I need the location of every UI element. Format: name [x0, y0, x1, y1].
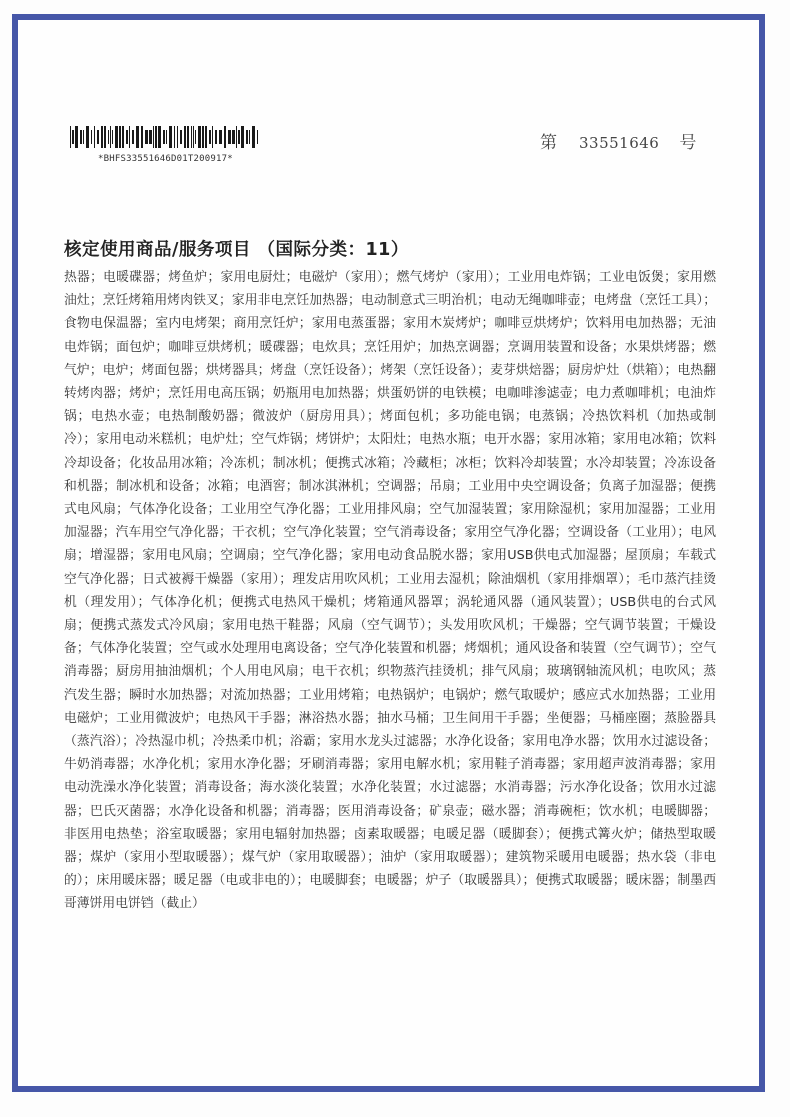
registration-number: 33551646 [579, 134, 660, 152]
barcode-bar [158, 126, 161, 148]
barcode-bar [202, 126, 204, 148]
barcode-bar [129, 126, 130, 148]
barcode-bar [177, 126, 178, 148]
goods-list-text: 热器；电暖碟器；烤鱼炉；家用电厨灶；电磁炉（家用）；燃气烤炉（家用）；工业用电炸锅；工业电饭煲；家用燃油灶；烹饪烤箱用烤肉铁叉；家用非电烹饪加热器；电动制意式三明治机；电动无绳咖啡壶；电烤盘（烹饪工具）；食物电保温器；室内电烤架；商用烹饪炉；家用电蒸蛋器；家用木炭烤炉；咖啡豆烘烤炉；饮料用电加热器；无油电炸锅；面包炉；咖啡豆烘烤机；暖碟器；电炊具；烹饪用炉；加热烹调器；烹调用装置和设备；水果烘烤器；燃气炉；电炉；烤面包器；烘烤器具；烤盘（烹饪设备）；烤架（烹饪设备）；麦芽烘焙器；厨房炉灶（烘箱）；电热翻转烤肉器；烤炉；烹饪用电高压锅；奶瓶用电加热器；烘蛋奶饼的电铁模；电咖啡渗滤壶；电力煮咖啡机；电油炸锅；电热水壶；电热制酸奶器；微波炉（厨房用具）；烤面包机；多功能电锅；电蒸锅；冷热饮料机（加热或制冷）；家用电动米糕机；电炉灶；空气炸锅；烤饼炉；太阳灶；电热水瓶；电开水器；家用冰箱；家用电冰箱；饮料冷却设备；化妆品用冰箱；冷冻机；制冰机；便携式冰箱；冷藏柜；冰柜；饮料冷却装置；水冷却装置；冷冻设备和机器；制冰机和设备；冰箱；电酒窖；制冰淇淋机；空调器；吊扇；工业用中央空调设备；负离子加湿器；便携式电风扇；气体净化设备；工业用空气净化器；工业用排风扇；空气加湿装置；家用除湿机；家用加湿器；工业用加湿器；汽车用空气净化器；干衣机；空气净化装置；空气消毒设备；家用空气净化器；空调设备（工业用）；电风扇；增湿器；家用电风扇；空调扇；空气净化器；家用电动食品脱水器；家用USB供电式加湿器；屋顶扇；车载式空气净化器；日式被褥干燥器（家用）；理发店用吹风机；工业用去湿机；除油烟机（家用排烟罩）；毛巾蒸汽挂烫机（理发用）；气体净化机；便携式电热风干燥机；烤箱通风器罩；涡轮通风器（通风装置）；USB供电的台式风扇；便携式蒸发式冷风扇；家用电热干鞋器；风扇（空气调节）；头发用吹风机；干燥器；空气调节装置；干燥设备；气体净化装置；空气或水处理用电离设备；空气净化装置和机器；烤烟机；通风设备和装置（空气调节）；空气消毒器；厨房用抽油烟机；个人用电风扇；电干衣机；织物蒸汽挂烫机；排气风扇；玻璃钢轴流风机；电吹风；蒸汽发生器；瞬时水加热器；对流加热器；工业用烤箱；电热锅炉；电锅炉；燃气取暖炉；感应式水加热器；工业用电磁炉；工业用微波炉；电热风干手器；淋浴热水器；抽水马桶；卫生间用干手器；坐便器；马桶座圈；蒸脸器具（蒸汽浴）；冷热湿巾机；冷热柔巾机；浴霸；家用水龙头过滤器；水净化设备；家用电净水器；饮用水过滤设备；牛奶消毒器；水净化机；家用水净化器；牙刷消毒器；家用电解水机；家用鞋子消毒器；家用超声波消毒器；家用电动洗澡水净化装置；消毒设备；海水淡化装置；水净化装置；水过滤器；水消毒器；污水净化设备；饮用水过滤器；巴氏灭菌器；水净化设备和机器；消毒器；医用消毒设备；矿泉壶；磁水器；消毒碗柜；饮水机；电暖脚器；非医用电热垫；浴室取暖器；家用电辐射加热器；卤素取暖器；电暖足器（暖脚套）；便携式篝火炉；储热型取暖器；煤炉（家用小型取暖器）；煤气炉（家用取暖器）；油炉（家用取暖器）；建筑物采暖用电暖器；热水袋（非电的）；床用暖床器；暖足器（电或非电的）；电暖脚套；电暖器；炉子（取暖器具）；便携式取暖器；暖床器；制墨西哥薄饼用电饼铛（截止） [64, 270, 716, 912]
barcode-bar [252, 126, 255, 148]
barcode-bar [83, 130, 84, 144]
barcode-bar [191, 126, 192, 148]
barcode-bar [101, 126, 103, 148]
barcode-bar [132, 130, 134, 144]
barcode-bar [209, 130, 211, 144]
number-prefix: 第 [540, 133, 557, 153]
barcode-bar [141, 126, 143, 148]
barcode-bar [97, 130, 99, 144]
barcode-bar [145, 130, 148, 144]
barcode-bar [246, 130, 248, 144]
barcode-bar [153, 126, 154, 148]
barcode-bar [115, 126, 118, 148]
barcode-bar [195, 130, 196, 144]
barcode-bar [224, 126, 226, 148]
barcode-bar [249, 130, 250, 144]
barcode-bar [112, 130, 113, 144]
barcode-bar [122, 126, 124, 148]
barcode-bar [184, 126, 186, 148]
barcode-bar [155, 126, 157, 148]
barcode-bar [215, 130, 217, 144]
barcode-bar [257, 130, 258, 144]
barcode-bar [163, 130, 165, 144]
barcode-bar [75, 126, 78, 148]
barcode-bar [219, 130, 222, 144]
barcode-bar [166, 130, 167, 144]
barcode-bar [236, 126, 237, 148]
barcode-bar [108, 130, 109, 144]
barcode-bar [149, 130, 152, 144]
barcode-bar [193, 126, 194, 148]
barcode [70, 126, 260, 166]
barcode-bar [70, 126, 71, 148]
section-heading: 核定使用商品/服务项目 （国际分类：11） [64, 240, 409, 260]
barcode-text: *BHFS33551646D01T200917* [98, 154, 233, 164]
number-suffix: 号 [679, 133, 697, 153]
barcode-bar [86, 126, 89, 148]
barcode-bar [205, 126, 207, 148]
barcode-bar [72, 130, 74, 144]
barcode-bar [241, 126, 244, 148]
barcode-bar [232, 130, 235, 144]
barcode-bar [238, 130, 240, 144]
barcode-bar [212, 126, 213, 148]
barcode-bar [180, 130, 182, 144]
barcode-bar [80, 130, 82, 144]
barcode-bar [228, 130, 231, 144]
barcode-bar [126, 130, 128, 144]
barcode-icon [70, 126, 260, 154]
barcode-bar [187, 126, 189, 148]
barcode-bar [104, 126, 106, 148]
barcode-bar [136, 126, 139, 148]
registration-number-line [540, 128, 696, 153]
barcode-bar [198, 126, 201, 148]
barcode-bar [110, 126, 111, 148]
barcode-bar [91, 130, 92, 144]
barcode-bar [119, 126, 121, 148]
barcode-bar [169, 126, 172, 148]
barcode-bar [94, 126, 95, 148]
barcode-bar [174, 126, 175, 148]
